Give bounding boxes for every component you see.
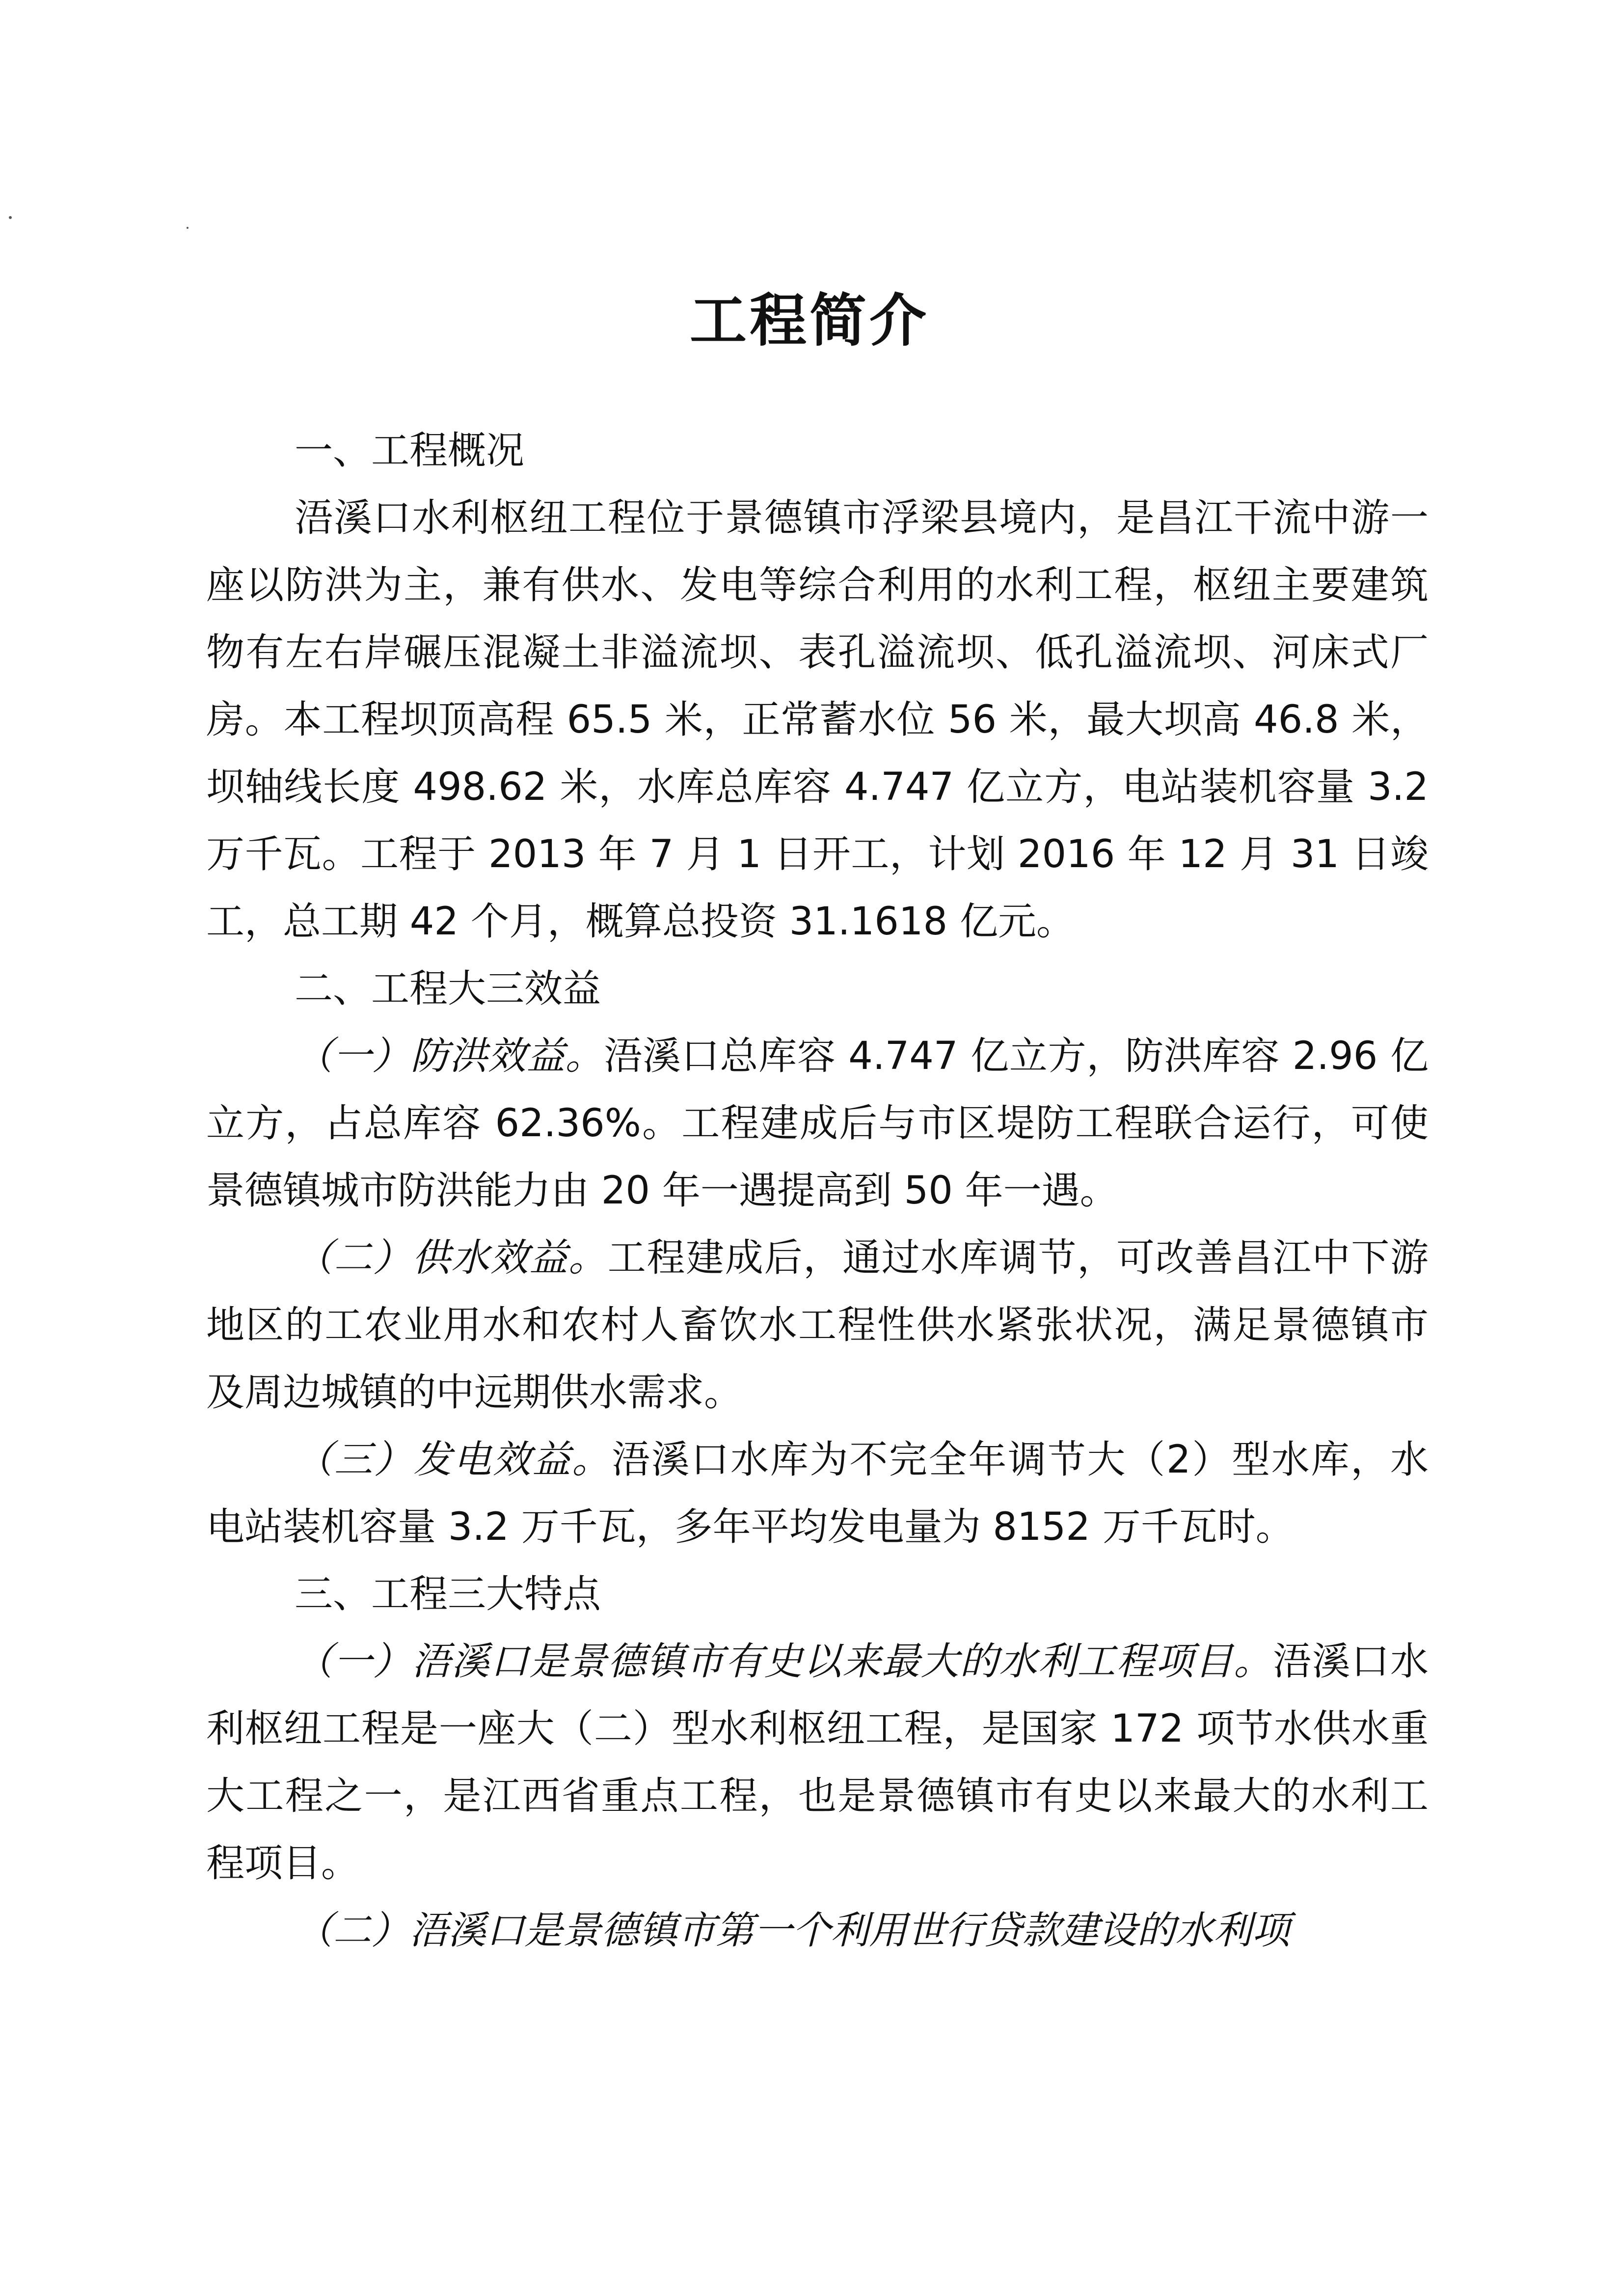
benefit-flood-control [206,1023,1429,1225]
benefit-text: 工程建成后，通过水库调节，可改善昌江中下游地区的工农业用水和农村人畜饮水工程性供水紧张状况，满足景德镇市及周边城镇的中远期供水需求。 [206,1236,1429,1415]
feature-world-bank-loan [206,1897,1429,1965]
feature-text: 浯溪口水利枢纽工程是一座大（二）型水利枢纽工程，是国家 172 项节水供水重大工程之一，是江西省重点工程，也是景德镇市有史以来最大的水利工程项目。 [206,1640,1429,1886]
section-2-heading: 二、工程大三效益 [295,967,601,1011]
benefit-text: 浯溪口水库为不完全年调节大（2）型水库，水电站装机容量 3.2 万千瓦，多年平均发电量为 8152 万千瓦时。 [206,1438,1429,1549]
benefit-power-generation [206,1426,1429,1561]
document-body [206,417,1429,1965]
feature-label: （一）浯溪口是景德镇市有史以来最大的水利工程项目。 [295,1640,1273,1684]
section-1-paragraph: 浯溪口水利枢纽工程位于景德镇市浮梁县境内，是昌江干流中游一座以防洪为主，兼有供水、发电等综合利用的水利工程，枢纽主要建筑物有左右岸碾压混凝土非溢流坝、表孔溢流坝、低孔溢流坝、河床式厂房。本工程坝顶高程 65.5 米，正常蓄水位 56 米，最大坝高 46.8 米，坝轴线长度 498.62 米，水库总库容 4.747 亿立方，电站装机容量 3.2 万千瓦。工程于 2013 年 7 月 1 日开工，计划 2016 年 12 月 31 日竣工，总工期 42 个月，概算总投资 31.1618 亿元。 [206,496,1429,944]
benefit-label: （三）发电效益。 [295,1438,612,1482]
benefit-label: （一）防洪效益。 [295,1034,604,1078]
feature-label: （二）浯溪口是景德镇市第一个利用世行贷款建设的水利项 [295,1909,1291,1953]
section-1-heading: 一、工程概况 [295,429,525,473]
benefit-text: 浯溪口总库容 4.747 亿立方，防洪库容 2.96 亿立方，占总库容 62.36%。工程建成后与市区堤防工程联合运行，可使景德镇城市防洪能力由 20 年一遇提高到 50 年一遇。 [206,1034,1429,1213]
benefit-water-supply [206,1225,1429,1426]
feature-largest-project [206,1628,1429,1897]
section-3-heading: 三、工程三大特点 [295,1572,601,1616]
scan-speck [187,227,189,229]
scan-speck [9,216,12,219]
benefit-label: （二）供水效益。 [295,1236,608,1280]
document-title: 工程简介 [690,287,929,354]
